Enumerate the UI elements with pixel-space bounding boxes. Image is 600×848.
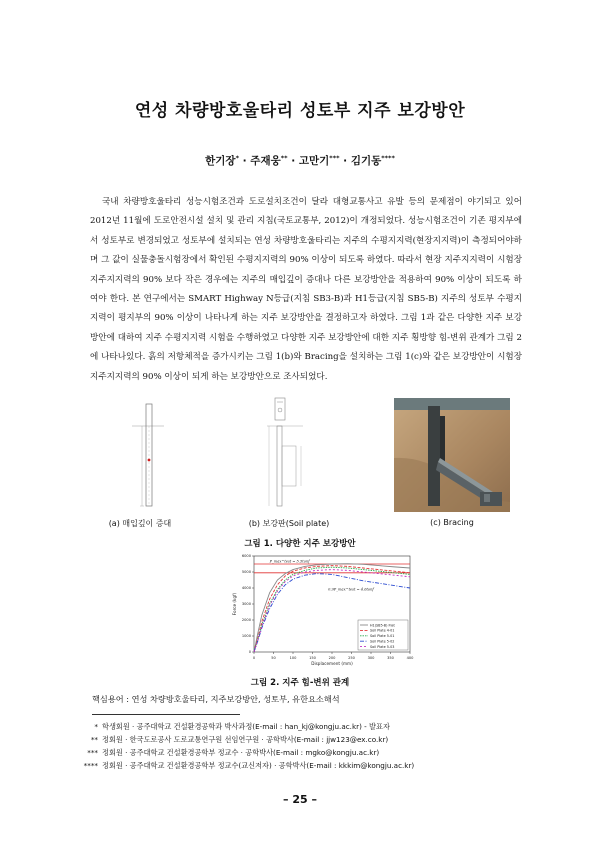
figure-1a-caption: (a) 매입깊이 증대	[108, 519, 172, 528]
x-tick-label: 150	[309, 656, 316, 660]
embedment-depth-diagram	[102, 396, 172, 516]
page-number: – 25 –	[283, 793, 317, 806]
bracing-photo	[394, 398, 510, 512]
footnote-text: 정회원 · 공주대학교 건설환경공학부 정교수 · 공학박사(E-mail : mgko@kongju.ac.kr)	[102, 748, 380, 757]
soil-plate-diagram	[257, 396, 317, 516]
force-displacement-chart	[228, 552, 418, 672]
x-axis-label: Displacement (mm)	[311, 661, 353, 666]
author-line	[0, 153, 600, 168]
footnote-text: 정회원 · 한국도로공사 도로교통연구원 선임연구원 · 공학박사(E-mail : jjw123@ex.co.kr)	[102, 735, 389, 744]
x-tick-label: 350	[387, 656, 394, 660]
figure-2-title: 그림 2. 지주 힘-변위 관계	[250, 678, 350, 688]
legend-label: Soil Plate 5-03	[370, 644, 395, 649]
footnote-mark: ****	[83, 761, 98, 770]
figure-1c-caption: (c) Bracing	[430, 518, 474, 527]
author-separator: ·	[339, 155, 351, 167]
author-mark: **	[280, 154, 288, 162]
footnote-mark: ***	[87, 748, 98, 757]
author-name: 김기동	[350, 155, 382, 167]
y-tick-label: 5000	[241, 570, 251, 575]
author-separator: ·	[287, 155, 299, 167]
author-name: 고만기	[298, 155, 330, 167]
author-mark: *	[235, 154, 239, 162]
y-tick-label: 3000	[241, 602, 251, 607]
chart-annotation: 0.9P_max^test = 4.6tonf	[328, 587, 374, 592]
footnote-mark: *	[94, 722, 98, 731]
y-tick-label: 0	[248, 650, 251, 655]
x-tick-label: 300	[367, 656, 375, 660]
legend-label: Soil Plate 5-01	[370, 634, 395, 639]
footnote-item	[76, 759, 414, 772]
author-name: 주재웅	[250, 155, 281, 167]
figure-1	[92, 396, 522, 531]
footnote-text: 학생회원 · 공주대학교 건설환경공학과 박사과정(E-mail : han_kj@kongju.ac.kr) - 발표자	[102, 722, 390, 731]
y-tick-label: 1000	[241, 634, 251, 639]
x-tick-label: 200	[328, 656, 336, 660]
author-separator: ·	[238, 155, 251, 167]
footnotes	[76, 720, 414, 772]
y-tick-label: 6000	[241, 554, 251, 559]
figure-1-title: 그림 1. 다양한 지주 보강방안	[244, 539, 356, 549]
author-mark: ***	[329, 154, 340, 162]
x-tick-label: 250	[348, 656, 355, 660]
y-axis-label: Force (kgf)	[232, 592, 237, 616]
paper-title: 연성 차량방호울타리 성토부 지주 보강방안	[134, 101, 466, 121]
x-tick-label: 100	[289, 656, 297, 660]
figure-1b-caption: (b) 보강판(Soil plate)	[248, 519, 330, 528]
footnote-item	[76, 720, 414, 733]
abstract-paragraph: 국내 차량방호울타리 성능시험조건과 도로설치조건이 달라 대형교통사고 유발 등의 문제점이 야기되고 있어 2012년 11월에 도로안전시설 설치 및 관리 지침(국토교통부, 2012)이 개정되었다. 성능시험조건이 기존 평지부에서 성토부로 변경되었고 성토부에 설치되는 연성 차량방호울타리는 지주의 수평지지력(현장지지력)이 측정되어야하며 그 값이 실물충돌시험장에서 확인된 수평지지력의 90% 이상이 되도록 하였다. 따라서 현장 지주지지력이 시험장 지주지지력의 90% 보다 작은 경우에는 지주의 매입깊이 증대나 다른 보강방안을 적용하여 90% 이상이 되도록 하여야 한다. 본 연구에서는 SMART Highway N등급(지침 SB3-B)과 H1등급(지침 SB5-B) 지주의 성토부 수평지지력이 평지부의 90% 이상이 나타나게 하는 지주 보강방안을 결정하고자 하였다. 그림 1과 같은 다양한 지주 보강방안에 대하여 지주 수평지지력 시험을 수행하였고 다양한 지주 보강방안에 대한 지주 횡방향 힘-변위 관계가 그림 2에 나타나있다. 흙의 저항체적을 증가시키는 그림 1(b)와 Bracing을 설치하는 그림 1(c)와 같은 보강방안이 시험장 지주지지력의 90% 이상이 되게 하는 보강방안으로 조사되었다.	[90, 197, 522, 382]
author-name: 한기장	[205, 155, 236, 167]
keywords: 핵심용어 : 연성 차량방호울타리, 지주보강방안, 성토부, 유한요소해석	[92, 694, 340, 704]
footnote-item	[76, 733, 414, 746]
legend-label: Soil Plate 4-01	[370, 628, 395, 633]
x-tick-label: 400	[406, 656, 414, 660]
footnote-divider	[92, 714, 240, 715]
author-mark: ****	[381, 154, 395, 162]
x-tick-label: 50	[271, 656, 276, 660]
y-tick-label: 4000	[241, 586, 251, 591]
footnote-text: 정회원 · 공주대학교 건설환경공학부 정교수(교신저자) · 공학박사(E-mail : kkkim@kongju.ac.kr)	[102, 761, 415, 770]
footnote-mark: **	[90, 735, 98, 744]
legend-label: H1(SB5-B) Flat	[370, 623, 395, 628]
y-tick-label: 2000	[241, 618, 251, 623]
x-tick-label: 0	[252, 656, 256, 660]
legend-label: Soil Plate 5-02	[370, 639, 395, 644]
footnote-item	[76, 746, 414, 759]
chart-annotation: P_max^test = 5.5tonf	[269, 559, 310, 564]
